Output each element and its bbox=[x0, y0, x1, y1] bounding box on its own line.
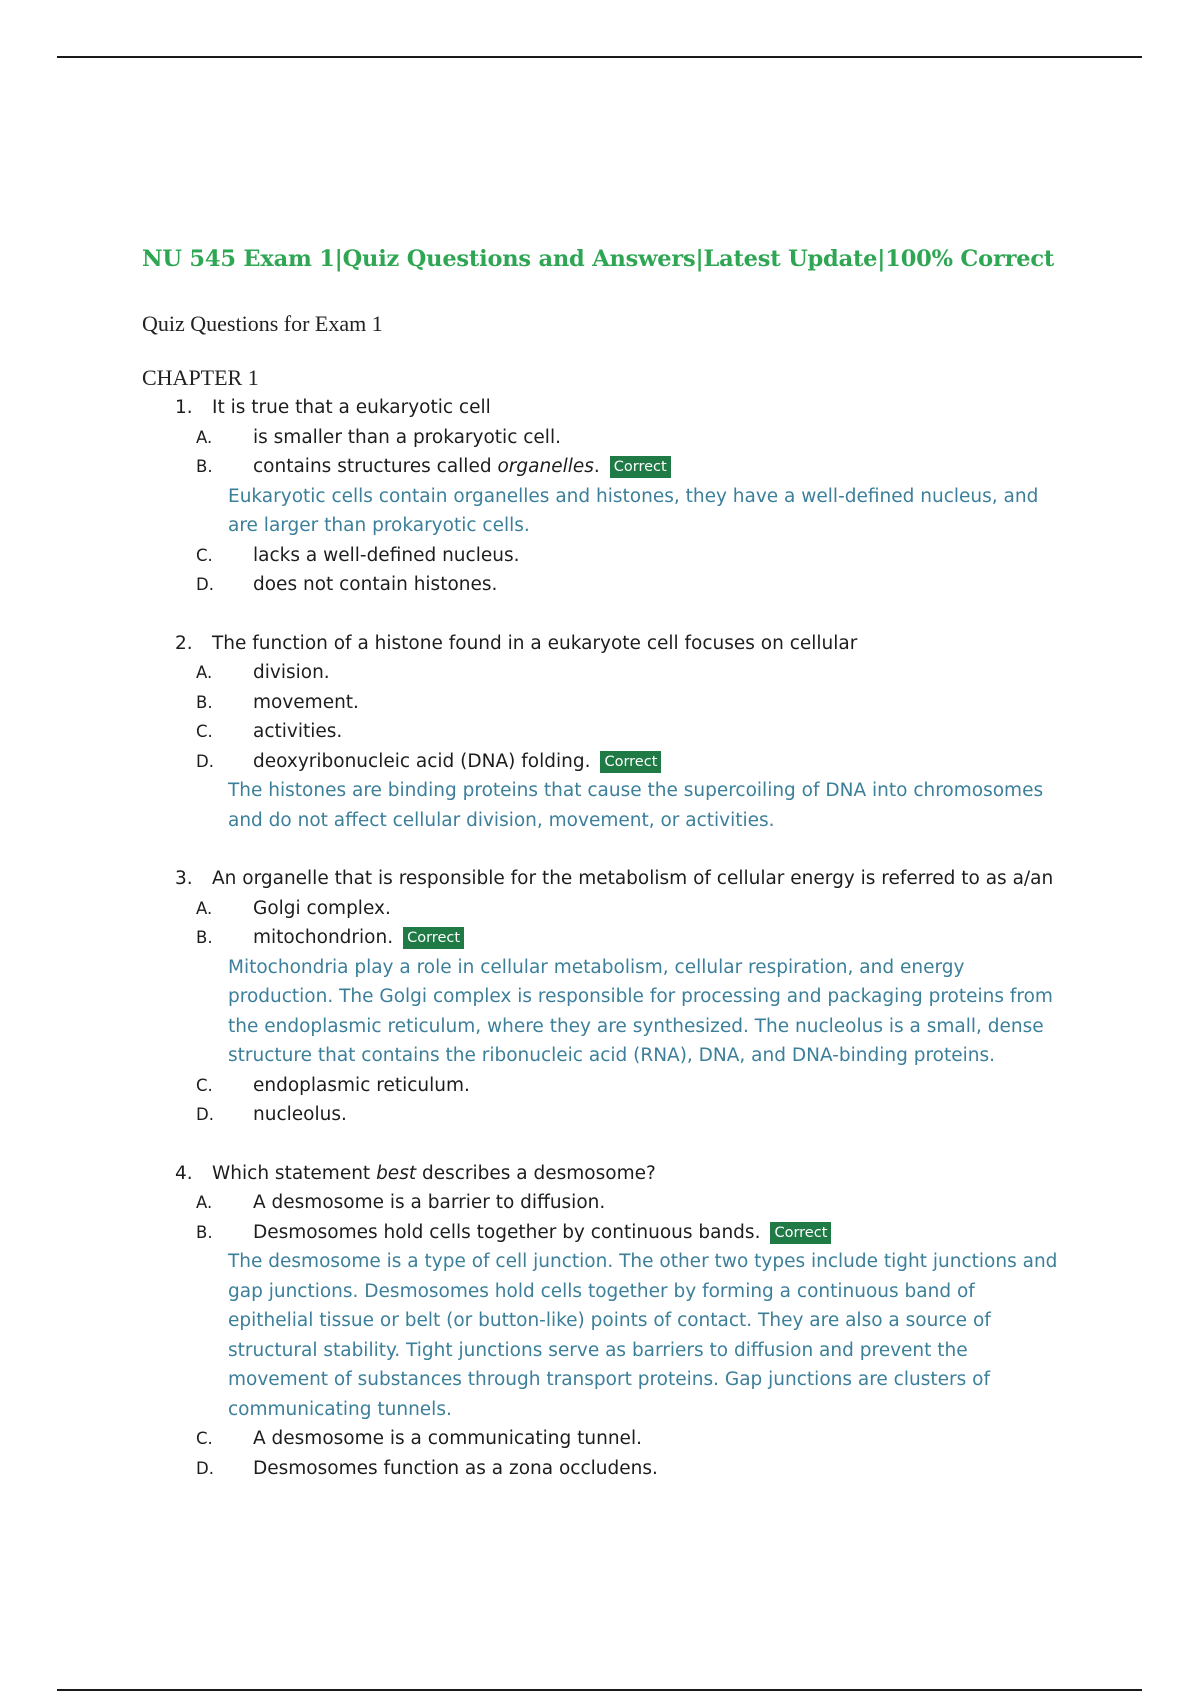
correct-badge: Correct bbox=[600, 751, 661, 773]
option-letter: C. bbox=[196, 1429, 213, 1448]
option-text: movement. bbox=[253, 691, 359, 713]
question-number: 4. bbox=[175, 1162, 193, 1184]
option-c bbox=[196, 1424, 1072, 1454]
option-letter: A. bbox=[196, 1193, 213, 1212]
option-c bbox=[196, 717, 1072, 747]
option-text: mitochondrion. Correct bbox=[253, 923, 1072, 953]
answer-explanation: The histones are binding proteins that cause the supercoiling of DNA into chromosomes and do not affect cellular division, movement, or activities. bbox=[228, 780, 1044, 831]
option-text: is smaller than a prokaryotic cell. bbox=[253, 426, 561, 448]
option-d-correct bbox=[196, 747, 1072, 777]
option-letter: B. bbox=[196, 1222, 213, 1242]
option-text: deoxyribonucleic acid (DNA) folding. Correct bbox=[253, 747, 1072, 777]
question-text: The function of a histone found in a eukaryote cell focuses on cellular bbox=[212, 632, 858, 654]
question-number: 2. bbox=[175, 632, 193, 654]
answer-explanation: The desmosome is a type of cell junction. The other two types include tight junctions and gap junctions. Desmosomes hold cells together by forming a continuous band of epithelial tissue or belt (or button-like) points of contact. They are also a source of structural stability. Tight junctions serve as barriers to diffusion and prevent the movement of substances through transport proteins. Gap junctions are clusters of communicating tunnels. bbox=[228, 1251, 1058, 1420]
question-number: 3. bbox=[175, 868, 193, 889]
option-letter: C. bbox=[196, 1075, 213, 1095]
option-text: activities. bbox=[253, 721, 343, 742]
option-text: Golgi complex. bbox=[253, 897, 391, 919]
document-body bbox=[142, 246, 1072, 1483]
top-rule bbox=[57, 56, 1142, 58]
option-text: A desmosome is a barrier to diffusion. bbox=[253, 1192, 606, 1213]
option-letter: D. bbox=[196, 1105, 214, 1124]
option-b-correct bbox=[196, 452, 1072, 482]
option-b-correct bbox=[196, 923, 1072, 953]
option-letter: C. bbox=[196, 545, 213, 565]
option-d bbox=[196, 570, 1072, 600]
document-title: NU 545 Exam 1|Quiz Questions and Answers|Latest Update|100% Correct bbox=[142, 246, 1055, 272]
option-a bbox=[196, 894, 1072, 924]
emphasized-term: organelles bbox=[497, 456, 594, 477]
option-text: Desmosomes function as a zona occludens. bbox=[253, 1457, 658, 1479]
correct-badge: Correct bbox=[403, 927, 464, 949]
document-subtitle: Quiz Questions for Exam 1 bbox=[142, 311, 383, 336]
option-letter: B. bbox=[196, 692, 213, 712]
option-letter: D. bbox=[196, 575, 214, 594]
option-letter: A. bbox=[196, 898, 213, 918]
option-text: nucleolus. bbox=[253, 1104, 347, 1125]
option-text: endoplasmic reticulum. bbox=[253, 1074, 470, 1096]
question-text: It is true that a eukaryotic cell bbox=[212, 397, 491, 418]
question-2 bbox=[175, 629, 1072, 836]
option-letter: B. bbox=[196, 928, 213, 947]
answer-explanation: Eukaryotic cells contain organelles and histones, they have a well-defined nucleus, and are larger than prokaryotic cells. bbox=[228, 485, 1039, 536]
answer-explanation: Mitochondria play a role in cellular metabolism, cellular respiration, and energy production. The Golgi complex is responsible for processing and packaging proteins from the endoplasmic reticulum, where they are synthesized. The nucleolus is a small, dense structure that contains the ribonucleic acid (RNA), DNA, and DNA-binding proteins. bbox=[228, 956, 1053, 1066]
option-c bbox=[196, 541, 1072, 571]
question-number: 1. bbox=[175, 397, 193, 418]
option-text: does not contain histones. bbox=[253, 574, 498, 595]
question-1 bbox=[175, 393, 1072, 600]
option-text: division. bbox=[253, 662, 330, 683]
option-letter: A. bbox=[196, 663, 213, 682]
option-c bbox=[196, 1071, 1072, 1101]
question-text: An organelle that is responsible for the metabolism of cellular energy is referred to as a/an bbox=[212, 868, 1054, 889]
option-a bbox=[196, 658, 1072, 688]
option-d bbox=[196, 1100, 1072, 1130]
question-3 bbox=[175, 864, 1072, 1130]
option-letter: C. bbox=[196, 722, 213, 741]
question-4 bbox=[175, 1159, 1072, 1484]
option-a bbox=[196, 1188, 1072, 1218]
question-text: Which statement best describes a desmosome? bbox=[212, 1162, 656, 1184]
chapter-heading: CHAPTER 1 bbox=[142, 365, 259, 390]
option-letter: D. bbox=[196, 751, 214, 771]
option-text: A desmosome is a communicating tunnel. bbox=[253, 1428, 642, 1449]
option-d bbox=[196, 1454, 1072, 1484]
correct-badge: Correct bbox=[770, 1222, 831, 1244]
emphasized-term: best bbox=[376, 1162, 417, 1184]
option-a bbox=[196, 423, 1072, 453]
option-letter: A. bbox=[196, 427, 213, 447]
bottom-rule bbox=[57, 1689, 1142, 1691]
option-text: lacks a well-defined nucleus. bbox=[253, 544, 520, 566]
correct-badge: Correct bbox=[610, 456, 671, 478]
option-b-correct bbox=[196, 1218, 1072, 1248]
option-text: contains structures called organelles. Correct bbox=[253, 452, 1072, 482]
option-letter: D. bbox=[196, 1458, 214, 1478]
option-b bbox=[196, 688, 1072, 718]
option-letter: B. bbox=[196, 457, 213, 476]
option-text: Desmosomes hold cells together by continuous bands. Correct bbox=[253, 1218, 1072, 1248]
